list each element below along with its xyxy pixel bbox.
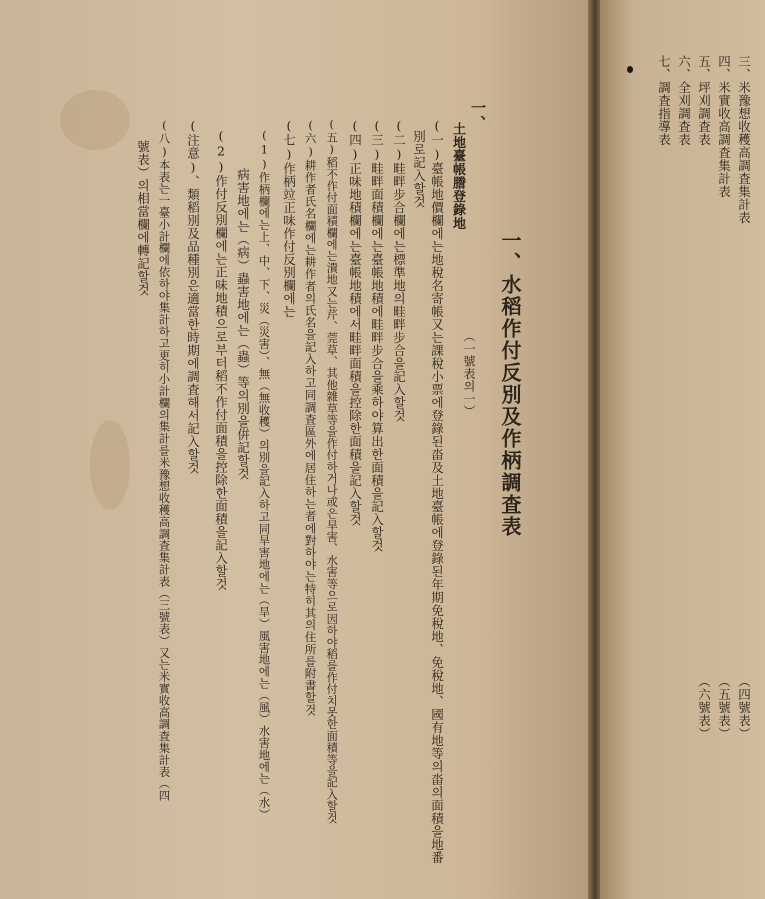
contents-item: 四、米實收高調査集計表 [716, 55, 732, 198]
list-item: (八)本表는一臺小計欄에依하야集計하고更히小計欄의集計를米豫想收穫高調査集計表（三號表）又는米實收高調査集計表（四 [157, 118, 172, 802]
list-item: 別로記入할것 [411, 130, 427, 208]
form-number: （一號表의一） [462, 330, 476, 418]
list-item: (二)畦畔步合欄에는標準地의畦畔步合을記入할것 [391, 118, 407, 422]
form-ref: （五號表） [716, 675, 732, 740]
form-ref: （四號表） [736, 675, 752, 740]
list-item: (七)作柄竝正味作付反別欄에는 [281, 118, 297, 318]
list-item: 號表）의相當欄에轉記할것 [135, 140, 151, 296]
list-item: (六)耕作者氏名欄에는耕作者의氏名을記入하고同調査區外에居住하는者에對하야는特히其의住所를附書할것 [303, 118, 318, 716]
list-item: (三)畦畔面積欄에는臺帳地積에畦畔步合을乘하야算出한面積을記入할것 [369, 118, 385, 552]
ink-dot [627, 66, 633, 73]
document-title: 一、水稻作付反別及作柄調査表 [498, 230, 522, 538]
contents-item: 六、全刈調査表 [676, 55, 692, 146]
list-item: (四)正味地積欄에는臺帳地積에서畦畔面積을控除한面積을記入할것 [347, 118, 363, 526]
list-item: (2)作付反別欄에는正味地積으로부터稻不作付面積을控除한面積을記入할것 [213, 128, 229, 591]
paper-stain [90, 420, 130, 510]
section-heading: 土地臺帳謄登錄地 [450, 122, 465, 230]
list-item: (一)臺帳地價欄에는地稅名寄帳又는課稅小票에登錄된畓及土地臺帳에登錄된年期免稅地、免稅地、國有地等의畓의面積을地番 [429, 118, 445, 864]
list-item: (注意)、類稻別及品種別은適當한時期에調査해서記入할것 [185, 118, 201, 474]
contents-item: 七、調査指導表 [656, 55, 672, 146]
list-item: 病害地에는（病）蟲害地에는（蟲）等의別을倂記할것 [235, 168, 251, 480]
contents-item: 五、坪刈調査表 [696, 55, 712, 146]
list-item: (五)稻不作付面積欄에는潰地又는芹、莞草、其他雜草等을作付하거나或은旱害、水害等으로因하야稻를作付치못한面積等을記入할것 [325, 118, 339, 824]
section-number: 一、 [469, 100, 487, 131]
contents-item: 三、米豫想收穫高調査集計表 [736, 55, 752, 224]
list-item: (1)作柄欄에는上、中、下、災（災害）、無（無收穫）의別을記入하고同旱害地에는（旱）風害地에는（風）水害地에는（水） [257, 128, 272, 821]
form-ref: （六號表） [696, 675, 712, 740]
paper-stain [60, 90, 130, 150]
